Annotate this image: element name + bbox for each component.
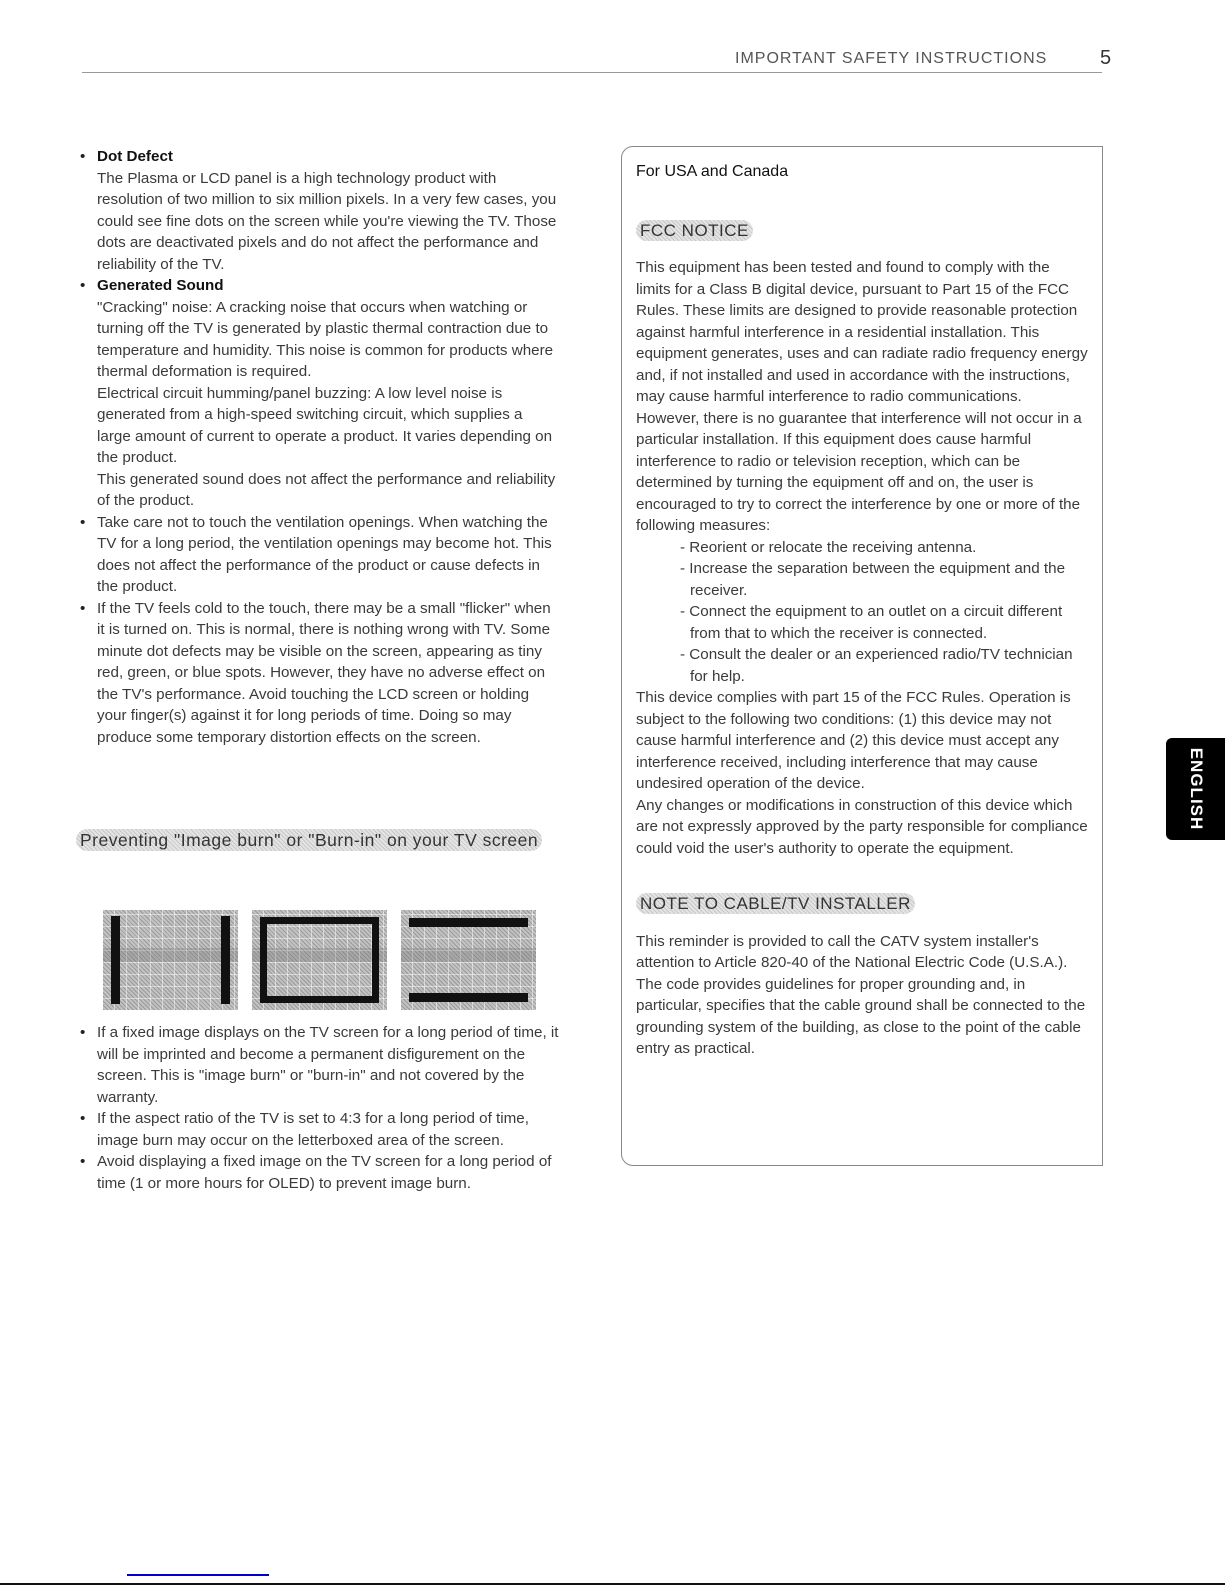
fcc-measure: - Reorient or relocate the receiving antenna. [680, 538, 977, 556]
bullet-paragraph: The Plasma or LCD panel is a high technology product with resolution of two million to six million pixels. In a very few cases, you could see fine dots on the screen while you're viewing the TV. Those dots are deactivated pixels and do not affect the performance and reliability of the TV. [97, 169, 557, 273]
usa-canada-box [621, 146, 1103, 1166]
box-title: For USA and Canada [636, 163, 789, 180]
left-column [80, 146, 560, 748]
bullet-paragraph: Electrical circuit humming/panel buzzing: A low level noise is generated from a high-speed switching circuit, which supplies a large amount of current to operate a product. It varies depending on the product. [97, 384, 553, 466]
bullet-flicker [80, 598, 560, 749]
fcc-paragraph-2: This device complies with part 15 of the FCC Rules. Operation is subject to the following two conditions: (1) this device may not cause harmful interference and (2) this device must accept any interference received, including interference that may cause undesired operation of the device. [636, 689, 1071, 792]
bullet-paragraph: • Take care not to touch the ventilation openings. When watching the TV for a long period, the ventilation openings may become hot. This does not affect the performance of the product or cause defects in the product. [97, 513, 552, 595]
installer-heading [636, 893, 1088, 915]
burn-in-bullet: • If a fixed image displays on the TV screen for a long period of time, it will be imprinted and become a permanent disfigurement on the screen. This is "image burn" or "burn-in" and not covered by the warranty. [80, 1022, 560, 1108]
language-tab [1166, 738, 1225, 840]
bullet-heading: • Generated Sound [97, 277, 224, 294]
section-title: IMPORTANT SAFETY INSTRUCTIONS [735, 50, 1048, 67]
burn-in-list [80, 1022, 560, 1194]
header-rule [82, 72, 1102, 73]
burn-in-heading [76, 828, 556, 853]
tv-windowbox-image [252, 910, 387, 1010]
burn-in-illustrations [103, 910, 536, 1010]
burn-in-heading-text: Preventing "Image burn" or "Burn-in" on your TV screen [76, 829, 542, 851]
tv-pillarbox-image [103, 910, 238, 1010]
installer-heading-text: NOTE TO CABLE/TV INSTALLER [636, 893, 915, 914]
fcc-measure: - Consult the dealer or an experienced radio/TV technician for help. [680, 646, 1073, 685]
fcc-notice-heading [636, 220, 1088, 242]
bullet-paragraph: This generated sound does not affect the performance and reliability of the product. [97, 470, 556, 509]
bullet-dot-defect [80, 146, 560, 275]
bullet-generated-sound [80, 275, 560, 512]
page-number: 5 [1100, 47, 1112, 69]
bullet-heading: • Dot Defect [97, 148, 173, 165]
fcc-paragraph-3: Any changes or modifications in construction of this device which are not expressly approved by the party responsible for compliance could void the user's authority to operate the equipment. [636, 796, 1088, 857]
fcc-measure: - Increase the separation between the equipment and the receiver. [680, 560, 1066, 599]
burn-in-bullet: • Avoid displaying a fixed image on the TV screen for a long period of time (1 or more hours for OLED) to prevent image burn. [80, 1151, 560, 1194]
bullet-ventilation [80, 512, 560, 598]
fcc-paragraph-1: This equipment has been tested and found to comply with the limits for a Class B digital device, pursuant to Part 15 of the FCC Rules. These limits are designed to provide reasonable protection against harmful interference in a residential installation. This equipment generates, uses and can radiate radio frequency energy and, if not installed and used in accordance with the instructions, may cause harmful interference to radio communications. However, there is no guarantee that interference will not occur in a particular installation. If this equipment does cause harmful interference to radio or television reception, which can be determined by turning the equipment off and on, the user is encouraged to try to correct the interference by one or more of the following measures: [636, 259, 1088, 534]
link-underline [127, 1574, 269, 1576]
fcc-measure: - Connect the equipment to an outlet on a circuit different from that to which the receiver is connected. [680, 603, 1063, 642]
bullet-paragraph: • If the TV feels cold to the touch, there may be a small "flicker" when it is turned on. This is normal, there is nothing wrong with TV. Some minute dot defects may be visible on the screen, appearing as tiny red, green, or blue spots. However, they have no adverse effect on the TV's performance. Avoid touching the LCD screen or holding your finger(s) against it for long periods of time. Doing so may produce some temporary distortion effects on the screen. [97, 599, 551, 746]
burn-in-bullet: • If the aspect ratio of the TV is set to 4:3 for a long period of time, image burn may occur on the letterboxed area of the screen. [80, 1108, 560, 1151]
fcc-measures [644, 537, 1088, 688]
bullet-paragraph: "Cracking" noise: A cracking noise that occurs when watching or turning off the TV is generated by plastic thermal contraction due to temperature and humidity. This noise is common for products where thermal deformation is required. [97, 298, 554, 380]
language-tab-label: ENGLISH [1186, 747, 1206, 831]
tv-letterbox-image [401, 910, 536, 1010]
installer-paragraph: This reminder is provided to call the CATV system installer's attention to Article 820-40 of the National Electric Code (U.S.A.). The code provides guidelines for proper grounding and, in particular, specifies that the cable ground shall be connected to the grounding system of the building, as close to the point of the cable entry as practical. [636, 932, 1086, 1057]
fcc-notice-heading-text: FCC NOTICE [636, 220, 753, 241]
